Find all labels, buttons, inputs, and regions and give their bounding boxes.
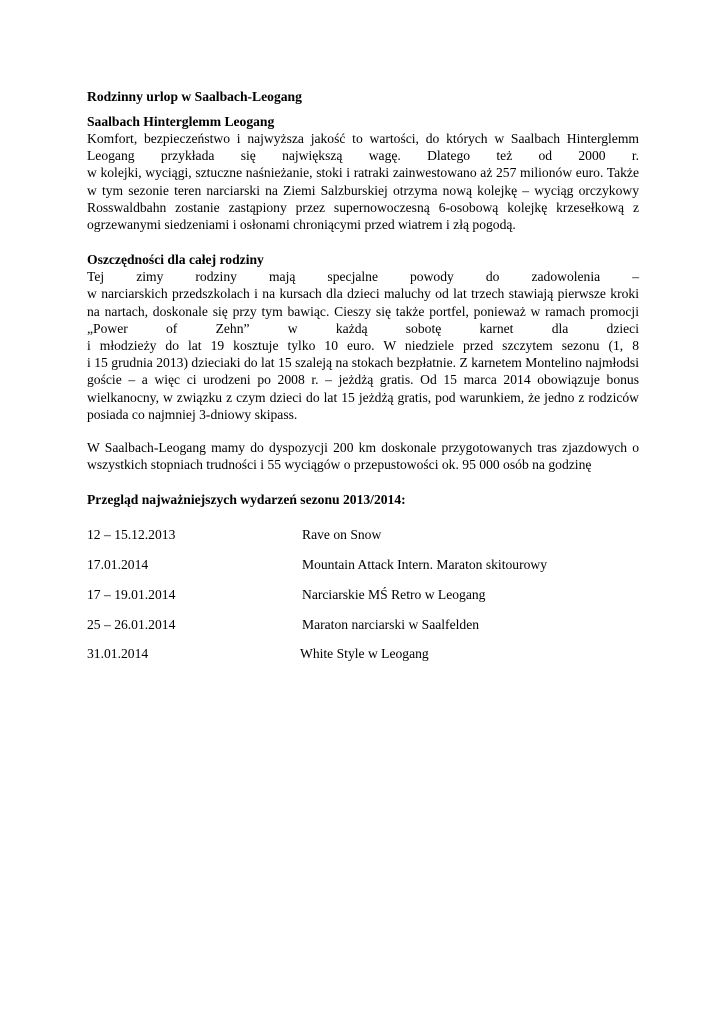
paragraph-comfort (87, 130, 639, 233)
event-name: Mountain Attack Intern. Maraton skitourowy (302, 557, 548, 573)
paragraph-line: w narciarskich przedszkolach i na kursach dla dzieci maluchy od lat trzech stawiają pierwsze kroki (87, 286, 639, 302)
event-row (87, 586, 639, 616)
event-name: Rave on Snow (302, 527, 382, 543)
event-date: 25 – 26.01.2014 (87, 616, 176, 632)
document-page (87, 88, 639, 675)
event-name: Narciarskie MŚ Retro w Leogang (302, 586, 486, 602)
paragraph-line: i młodzieży do lat 19 kosztuje tylko 10 euro. W niedziele przed szczytem sezonu (1, 8 (87, 338, 639, 354)
paragraph-line: Leogang przykłada się największą wagę. Dlatego też od 2000 r. (87, 148, 639, 164)
paragraph-line: Tej zimy rodziny mają specjalne powody do zadowolenia – (87, 269, 639, 285)
event-date: 12 – 15.12.2013 (87, 527, 176, 543)
event-name: White Style w Leogang (300, 646, 429, 662)
document-title: Rodzinny urlop w Saalbach-Leogang (87, 89, 302, 104)
paragraph-line: W Saalbach-Leogang mamy do dyspozycji 200 km doskonale przygotowanych tras zjazdowych o (87, 440, 639, 456)
paragraph-line: Rosswaldbahn zostanie zastąpiony przez supernowoczesną 6-osobową kolejkę krzesełkową z (87, 199, 639, 215)
paragraph-line: goście – a więc ci urodzeni po 2008 r. – jeżdżą gratis. Od 15 marca 2014 obowiązuje bonus (87, 372, 639, 388)
events-heading: Przegląd najważniejszych wydarzeń sezonu 2013/2014: (87, 492, 406, 508)
section-heading-saalbach: Saalbach Hinterglemm Leogang (87, 114, 275, 129)
paragraph-savings (87, 268, 639, 423)
paragraph-line: i 15 grudnia 2013) dzieciaki do lat 15 szaleją na stokach bezpłatnie. Z karnetem Montelino najmłodsi (87, 355, 639, 371)
paragraph-line: „Power of Zehn” w każdą sobotę karnet dla dzieci (87, 320, 639, 336)
paragraph-line: na nartach, doskonale się przy tym bawiąc. Cieszy się także portfel, ponieważ w ramach promocji (87, 303, 639, 319)
event-row (87, 526, 639, 556)
event-date: 17 – 19.01.2014 (87, 586, 176, 602)
event-row (87, 556, 639, 586)
paragraph-line: w kolejki, wyciągi, sztuczne naśnieżanie, stoki i ratraki zainwestowano aż 257 milionów euro. Także (87, 165, 639, 181)
section-heading-savings: Oszczędności dla całej rodziny (87, 252, 264, 268)
paragraph-line: posiada co najmniej 3-dniowy skipass. (87, 406, 298, 422)
paragraph-line: Komfort, bezpieczeństwo i najwyższa jakość to wartości, do których w Saalbach Hinterglemm (87, 131, 639, 146)
paragraph-line: wielkanocny, w związku z czym dzieci do lat 15 jeżdżą gratis, pod warunkiem, że jedno z rodziców (87, 389, 639, 405)
paragraph-line: ogrzewanymi siedzeniami i osłonami chroniącymi przed wiatrem i złą pogodą. (87, 217, 516, 233)
events-list (87, 526, 639, 674)
paragraph-trails (87, 439, 639, 473)
paragraph-line: wszystkich stopniach trudności i 55 wyciągów o przepustowości ok. 95 000 osób na godzinę (87, 457, 592, 473)
event-row (87, 616, 639, 646)
event-date: 31.01.2014 (87, 646, 149, 662)
event-row (87, 645, 639, 675)
paragraph-line: w tym sezonie teren narciarski na Ziemi Salzburskiej otrzyma nową kolejkę – wyciąg orczykowy (87, 182, 639, 198)
event-date: 17.01.2014 (87, 557, 149, 573)
event-name: Maraton narciarski w Saalfelden (302, 616, 480, 632)
